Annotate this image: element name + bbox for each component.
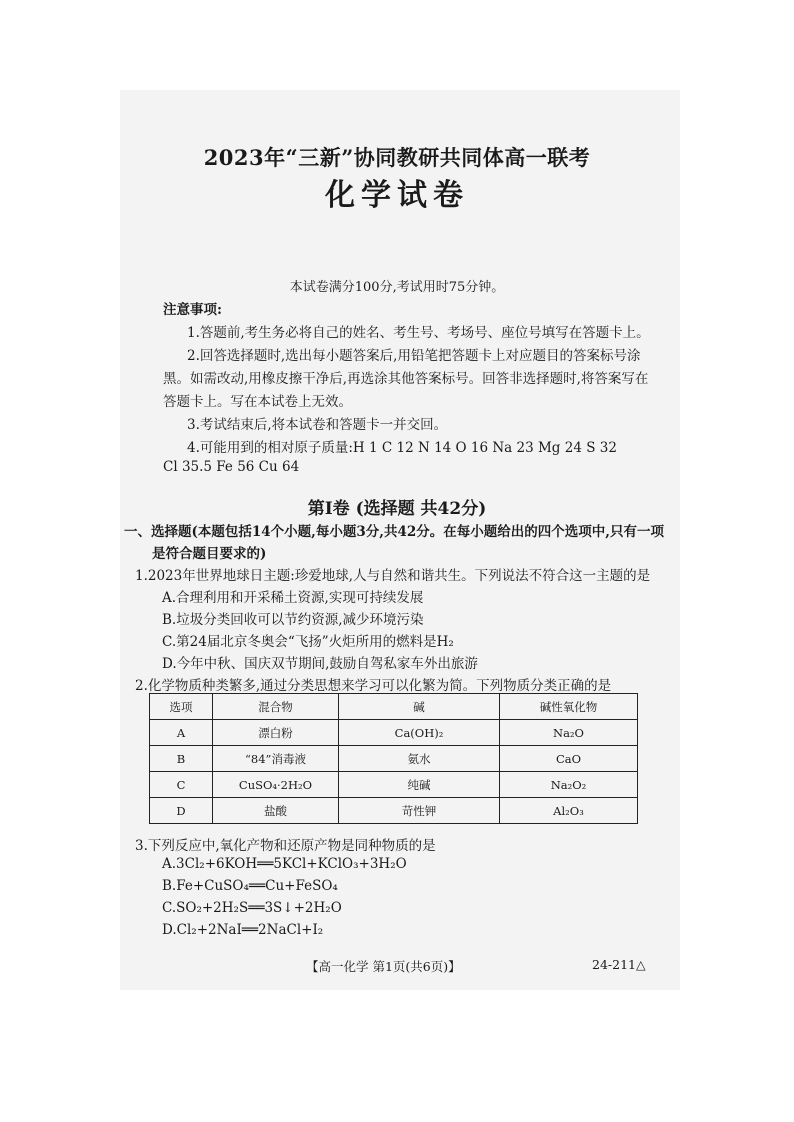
question-1-option: C.第24届北京冬奥会“飞扬”火炬所用的燃料是H₂	[162, 634, 454, 650]
table-row	[150, 746, 638, 772]
table-cell: 漂白粉	[213, 720, 339, 746]
exam-subject-title: 化学试卷	[325, 178, 469, 213]
notice-line: 黑。如需改动,用橡皮擦干净后,再选涂其他答案标号。回答非选择题时,将答案写在	[163, 371, 649, 387]
part-instructions: 是符合题目要求的)	[152, 546, 267, 562]
question-3-option: D.Cl₂+2NaI══2NaCl+I₂	[162, 922, 324, 938]
table-cell: Na₂O	[500, 720, 638, 746]
question-1-stem: 1.2023年世界地球日主题:珍爱地球,人与自然和谐共生。下列说法不符合这一主题的是	[135, 568, 651, 584]
question-2-stem: 2.化学物质种类繁多,通过分类思想来学习可以化繁为简。下列物质分类正确的是	[135, 678, 612, 694]
table-header: 混合物	[213, 694, 339, 720]
exam-code: 24-211△	[592, 957, 646, 972]
table-cell: 氨水	[339, 746, 500, 772]
part-instructions: 一、选择题(本题包括14个小题,每小题3分,共42分。在每小题给出的四个选项中,只有一项	[124, 524, 664, 540]
table-cell: Al₂O₃	[500, 798, 638, 824]
table-cell: D	[150, 798, 213, 824]
paper-background	[120, 90, 680, 990]
table-cell: Na₂O₂	[500, 772, 638, 798]
question-3-stem: 3.下列反应中,氧化产物和还原产物是同种物质的是	[135, 838, 436, 854]
exam-info: 本试卷满分100分,考试用时75分钟。	[289, 280, 505, 295]
table-cell: 盐酸	[213, 798, 339, 824]
table-cell: B	[150, 746, 213, 772]
notice-line: 1.答题前,考生务必将自己的姓名、考生号、考场号、座位号填写在答题卡上。	[187, 325, 650, 341]
table-cell: 纯碱	[339, 772, 500, 798]
table-row	[150, 720, 638, 746]
notice-line: 答题卡上。写在本试卷上无效。	[163, 394, 352, 410]
question-3-option: B.Fe+CuSO₄══Cu+FeSO₄	[162, 878, 338, 894]
section-title: 第Ⅰ卷 (选择题 共42分)	[307, 499, 487, 519]
table-cell: Ca(OH)₂	[339, 720, 500, 746]
notice-line: Cl 35.5 Fe 56 Cu 64	[163, 459, 300, 475]
table-header: 碱性氧化物	[500, 694, 638, 720]
notice-line: 4.可能用到的相对原子质量:H 1 C 12 N 14 O 16 Na 23 Mg 24 S 32	[187, 440, 617, 456]
notice-heading: 注意事项:	[163, 302, 222, 318]
table-cell: “84”消毒液	[213, 746, 339, 772]
table-header: 碱	[339, 694, 500, 720]
page-footer: 【高一化学 第1页(共6页)】	[306, 959, 461, 974]
table-cell: A	[150, 720, 213, 746]
question-1-option: A.合理利用和开采稀土资源,实现可持续发展	[162, 590, 424, 606]
question-3-option: C.SO₂+2H₂S══3S↓+2H₂O	[162, 900, 342, 916]
table-cell: CuSO₄·2H₂O	[213, 772, 339, 798]
table-cell: CaO	[500, 746, 638, 772]
question-1-option: B.垃圾分类回收可以节约资源,减少环境污染	[162, 612, 424, 628]
notice-line: 3.考试结束后,将本试卷和答题卡一并交回。	[187, 417, 448, 433]
question-1-option: D.今年中秋、国庆双节期间,鼓励自驾私家车外出旅游	[162, 656, 478, 672]
table-cell: 苛性钾	[339, 798, 500, 824]
notice-line: 2.回答选择题时,选出每小题答案后,用铅笔把答题卡上对应题目的答案标号涂	[187, 348, 641, 364]
exam-title: 2023年“三新”协同教研共同体高一联考	[203, 145, 591, 170]
table-header: 选项	[150, 694, 213, 720]
table-row	[150, 798, 638, 824]
table-row	[150, 772, 638, 798]
question-3-option: A.3Cl₂+6KOH══5KCl+KClO₃+3H₂O	[162, 856, 407, 872]
table-cell: C	[150, 772, 213, 798]
classification-table	[149, 693, 638, 824]
table-header-row	[150, 694, 638, 720]
